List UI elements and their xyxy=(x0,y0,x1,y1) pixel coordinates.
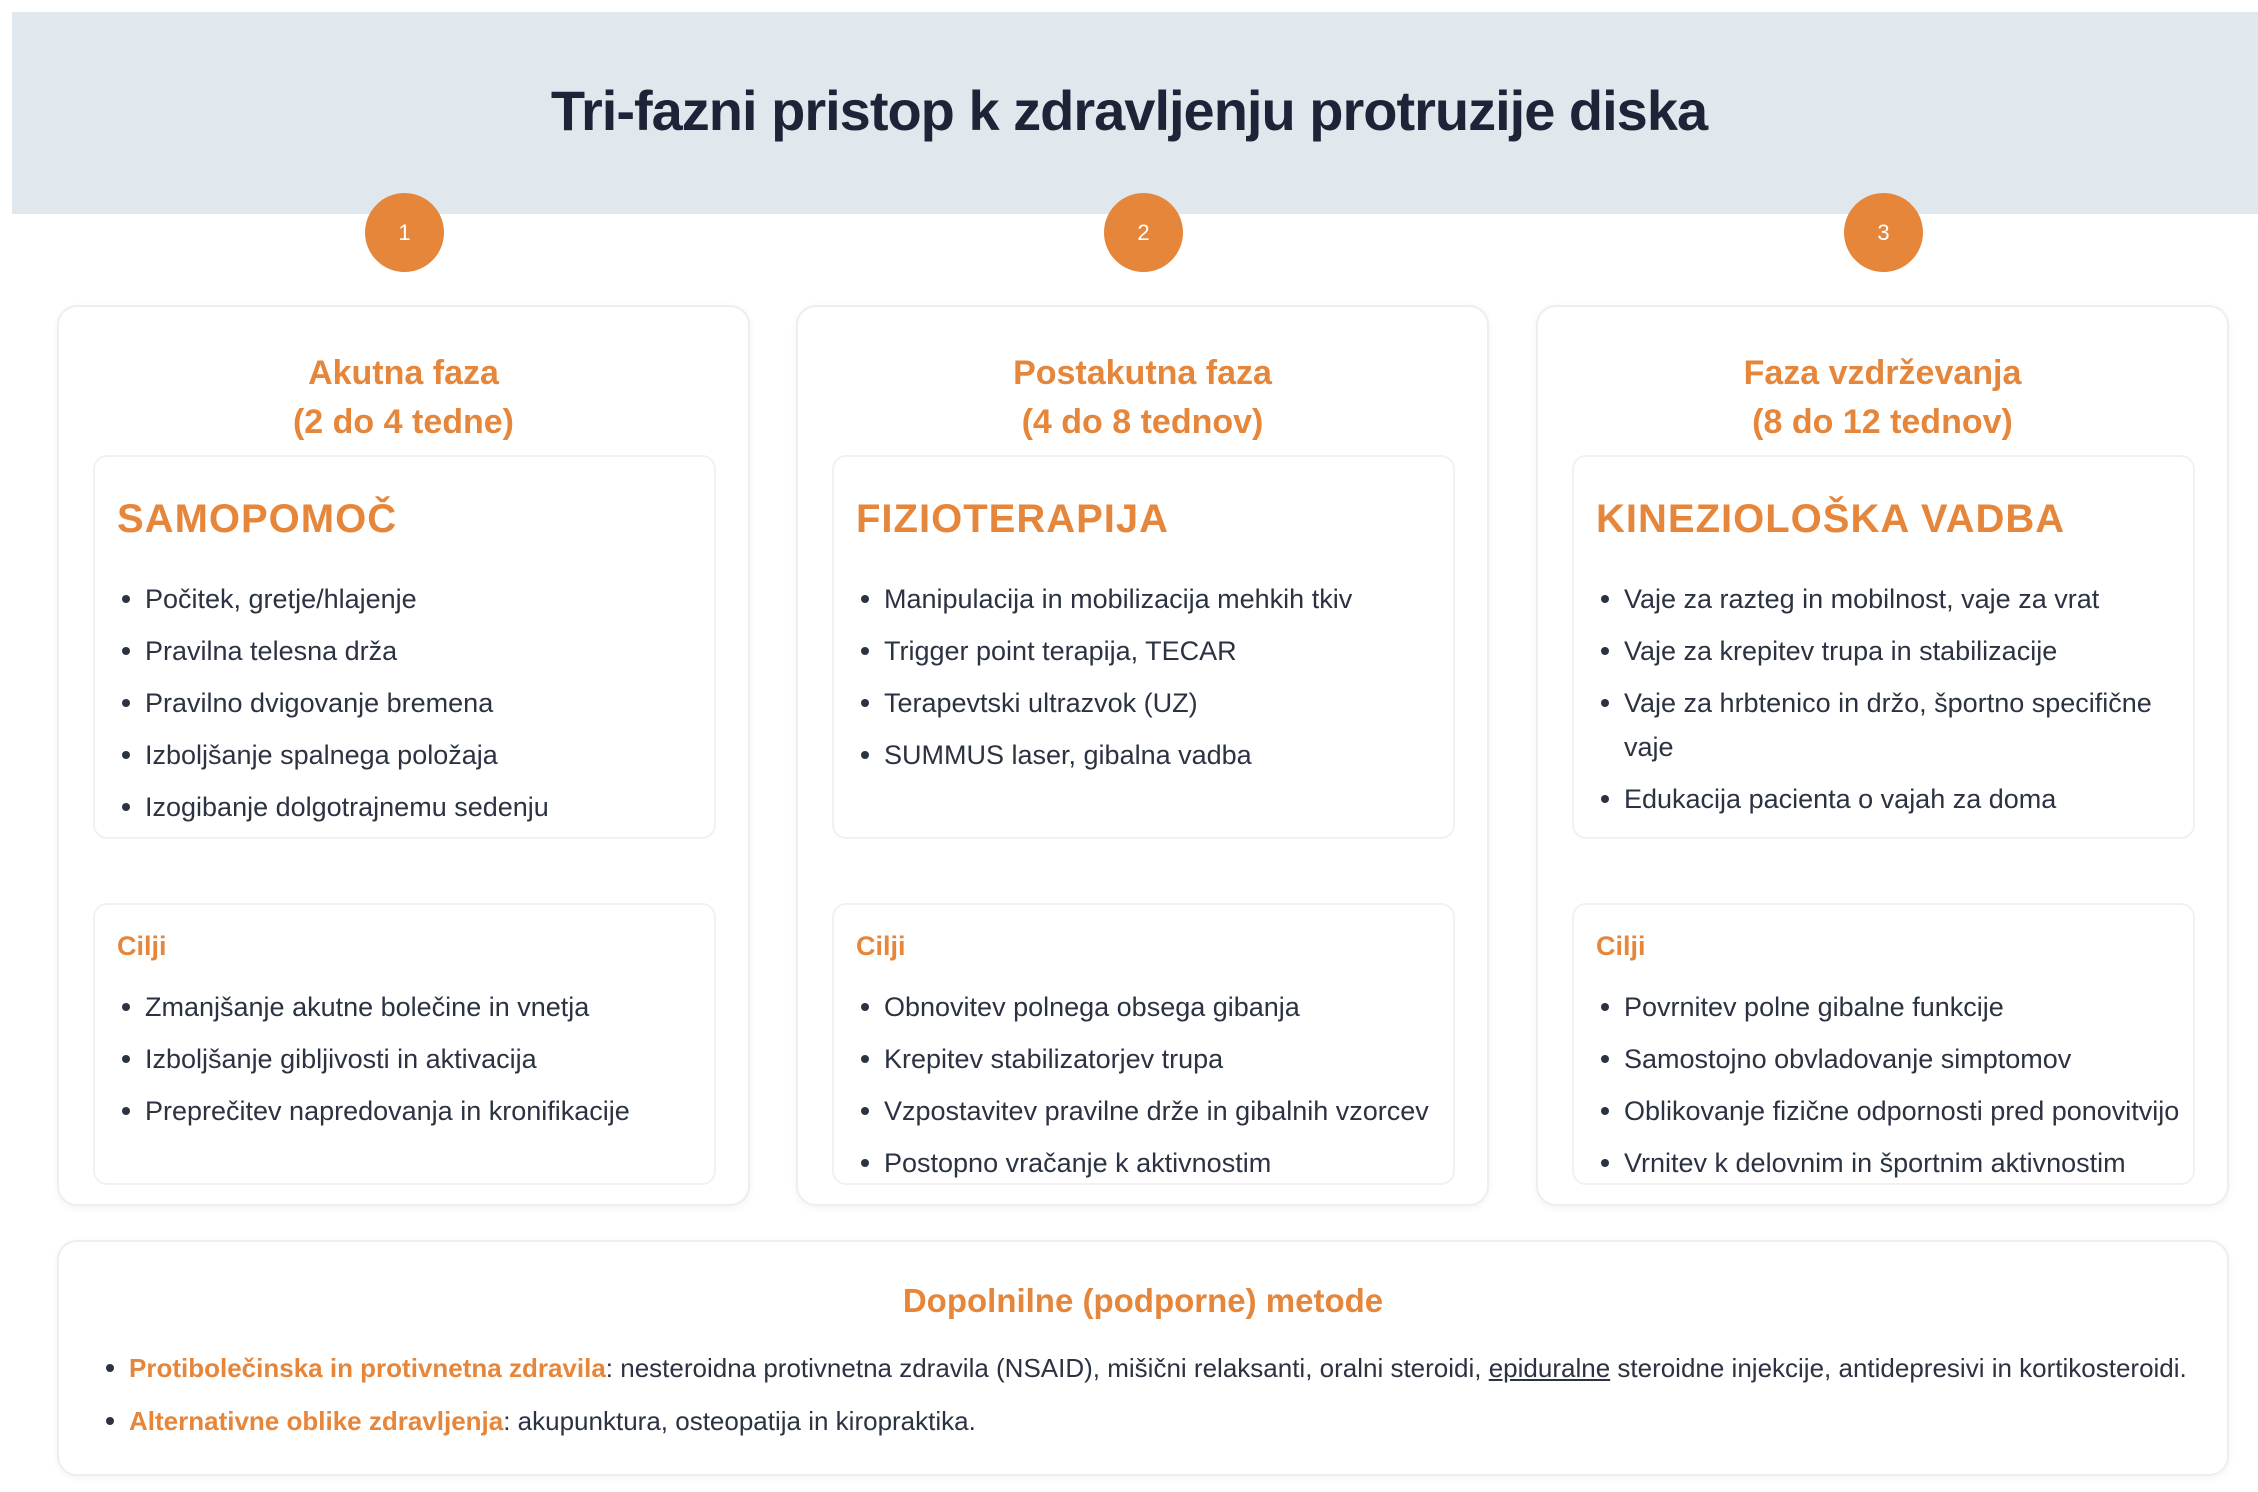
list-item: Vzpostavitev pravilne drže in gibalnih vzorcev xyxy=(884,1089,1444,1133)
list-item: Vaje za hrbtenico in držo, športno specifične vaje xyxy=(1624,681,2184,769)
list-item: Obnovitev polnega obsega gibanja xyxy=(884,985,1444,1029)
list-item: Izogibanje dolgotrajnemu sedenju xyxy=(145,785,705,829)
list-item: Zmanjšanje akutne bolečine in vnetja xyxy=(145,985,705,1029)
phase-card-postacute xyxy=(796,305,1489,1206)
list-item: Počitek, gretje/hlajenje xyxy=(145,577,705,621)
list-item: Povrnitev polne gibalne funkcije xyxy=(1624,985,2184,1029)
phase-title xyxy=(1538,349,2227,447)
goals-heading: Cilji xyxy=(117,931,167,961)
phase-duration: (4 do 8 tednov) xyxy=(1021,403,1264,441)
goals-box xyxy=(93,903,716,1185)
treatment-box xyxy=(1572,455,2195,839)
list-item: Vaje za razteg in mobilnost, vaje za vrat xyxy=(1624,577,2184,621)
method-text: : akupunktura, osteopatija in kiropraktika. xyxy=(503,1406,976,1436)
supplementary-title: Dopolnilne (podporne) metode xyxy=(902,1282,1384,1319)
supplementary-list xyxy=(129,1346,2209,1452)
method-label: Protibolečinska in protivnetna zdravila xyxy=(129,1353,606,1383)
phase-title xyxy=(59,349,748,447)
list-item: Krepitev stabilizatorjev trupa xyxy=(884,1037,1444,1081)
goals-box xyxy=(832,903,1455,1185)
list-item: Manipulacija in mobilizacija mehkih tkiv xyxy=(884,577,1444,621)
epidural-link[interactable]: epiduralne xyxy=(1488,1353,1611,1383)
list-item: Izboljšanje spalnega položaja xyxy=(145,733,705,777)
goals-list xyxy=(1624,985,2184,1193)
phase-name: Faza vzdrževanja xyxy=(1743,354,2022,392)
list-item: Samostojno obvladovanje simptomov xyxy=(1624,1037,2184,1081)
goals-list xyxy=(884,985,1444,1193)
treatment-box xyxy=(832,455,1455,839)
goals-heading: Cilji xyxy=(1596,931,1646,961)
goals-heading: Cilji xyxy=(856,931,906,961)
phase-name: Akutna faza xyxy=(308,354,499,392)
list-item: Vaje za krepitev trupa in stabilizacije xyxy=(1624,629,2184,673)
treatment-box xyxy=(93,455,716,839)
list-item: Edukacija pacienta o vajah za doma xyxy=(1624,777,2184,821)
treatment-heading: KINEZIOLOŠKA VADBA xyxy=(1596,497,2066,541)
treatment-heading: FIZIOTERAPIJA xyxy=(856,497,1170,541)
phase-duration: (8 do 12 tednov) xyxy=(1752,403,2013,441)
list-item: Trigger point terapija, TECAR xyxy=(884,629,1444,673)
method-text-rest: steroidne injekcije, antidepresivi in kortikosteroidi. xyxy=(1610,1353,2187,1383)
phase-name: Postakutna faza xyxy=(1013,354,1272,392)
phase-3-badge: 3 xyxy=(1844,193,1923,272)
treatment-list xyxy=(145,577,705,837)
list-item: Vrnitev k delovnim in športnim aktivnostim xyxy=(1624,1141,2184,1185)
list-item: Preprečitev napredovanja in kronifikacije xyxy=(145,1089,705,1133)
treatment-list xyxy=(884,577,1444,785)
phase-2-badge: 2 xyxy=(1104,193,1183,272)
method-text: : nesteroidna protivnetna zdravila (NSAID), mišični relaksanti, oralni steroidi, xyxy=(605,1353,1489,1383)
treatment-list xyxy=(1624,577,2184,829)
list-item xyxy=(129,1399,2209,1443)
phase-card-acute xyxy=(57,305,750,1206)
list-item: Terapevtski ultrazvok (UZ) xyxy=(884,681,1444,725)
goals-list xyxy=(145,985,705,1141)
list-item: Postopno vračanje k aktivnostim xyxy=(884,1141,1444,1185)
phase-title xyxy=(798,349,1487,447)
phase-card-maintenance xyxy=(1536,305,2229,1206)
phase-1-badge: 1 xyxy=(365,193,444,272)
page-title: Tri-fazni pristop k zdravljenju protruzije diska xyxy=(550,79,1708,142)
list-item: Izboljšanje gibljivosti in aktivacija xyxy=(145,1037,705,1081)
goals-box xyxy=(1572,903,2195,1185)
list-item: Oblikovanje fizične odpornosti pred ponovitvijo xyxy=(1624,1089,2184,1133)
treatment-heading: SAMOPOMOČ xyxy=(117,497,398,541)
list-item: Pravilna telesna drža xyxy=(145,629,705,673)
list-item xyxy=(129,1346,2209,1390)
list-item: Pravilno dvigovanje bremena xyxy=(145,681,705,725)
phase-duration: (2 do 4 tedne) xyxy=(292,403,515,441)
list-item: SUMMUS laser, gibalna vadba xyxy=(884,733,1444,777)
supplementary-methods-box xyxy=(57,1240,2229,1476)
method-label: Alternativne oblike zdravljenja xyxy=(129,1406,504,1436)
